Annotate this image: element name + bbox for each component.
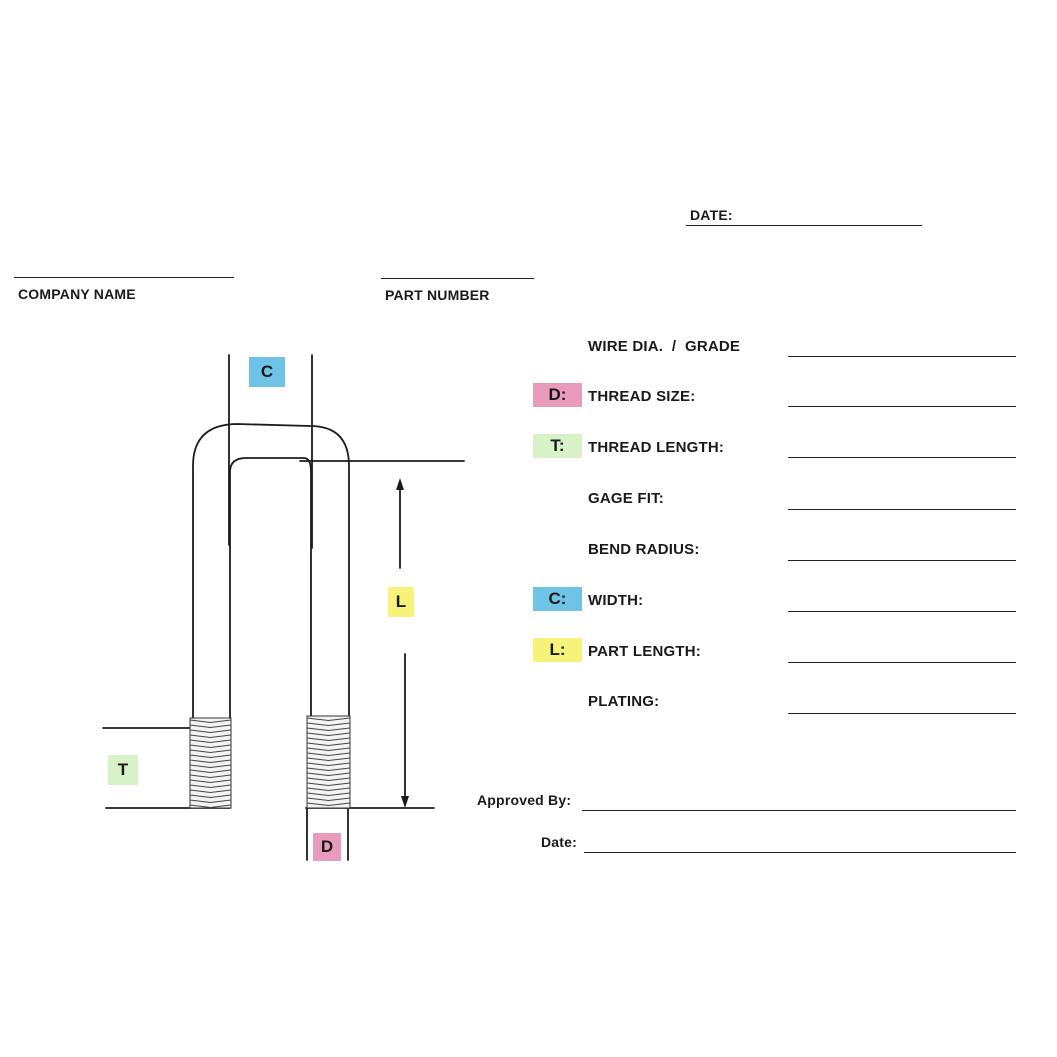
spec-label-plating: PLATING: xyxy=(588,693,660,710)
approved-by-line[interactable] xyxy=(582,810,1016,811)
date-line[interactable] xyxy=(686,225,922,226)
l-arrow-down xyxy=(401,796,409,808)
l-arrow-up xyxy=(396,478,404,490)
tag-l: L: xyxy=(533,638,582,662)
spec-label-thread-length: THREAD LENGTH: xyxy=(588,439,725,456)
approval-date-label: Date: xyxy=(541,834,578,850)
tag-t: T: xyxy=(533,434,582,458)
approved-by-label: Approved By: xyxy=(477,792,572,808)
drawing-tag-t: T xyxy=(108,755,138,785)
spec-label-gage-fit: GAGE FIT: xyxy=(588,490,664,507)
spec-field-width[interactable] xyxy=(788,611,1016,612)
spec-label-part-length: PART LENGTH: xyxy=(588,643,701,660)
spec-field-bend-radius[interactable] xyxy=(788,560,1016,561)
spec-label-thread-size: THREAD SIZE: xyxy=(588,388,696,405)
drawing-tag-d: D xyxy=(313,833,341,861)
tag-d: D: xyxy=(533,383,582,407)
company-name-label: COMPANY NAME xyxy=(18,286,136,302)
spec-field-thread-length[interactable] xyxy=(788,457,1016,458)
thread-right xyxy=(307,716,350,808)
spec-field-wire-dia-grade[interactable] xyxy=(788,356,1016,357)
spec-field-part-length[interactable] xyxy=(788,662,1016,663)
drawing-tag-c: C xyxy=(249,357,285,387)
thread-left xyxy=(190,718,231,808)
approval-date-line[interactable] xyxy=(584,852,1016,853)
drawing-tag-l: L xyxy=(388,587,414,617)
u-bolt-inner-contour xyxy=(230,458,311,720)
spec-field-plating[interactable] xyxy=(788,713,1016,714)
spec-label-wire-dia-grade: WIRE DIA. / GRADE xyxy=(588,338,741,355)
spec-label-width: WIDTH: xyxy=(588,592,644,609)
date-label: DATE: xyxy=(690,207,733,223)
part-number-label: PART NUMBER xyxy=(385,287,490,303)
spec-field-gage-fit[interactable] xyxy=(788,509,1016,510)
u-bolt-outer-contour xyxy=(193,424,349,720)
spec-field-thread-size[interactable] xyxy=(788,406,1016,407)
tag-c: C: xyxy=(533,587,582,611)
u-bolt-drawing xyxy=(0,0,560,900)
spec-label-bend-radius: BEND RADIUS: xyxy=(588,541,700,558)
